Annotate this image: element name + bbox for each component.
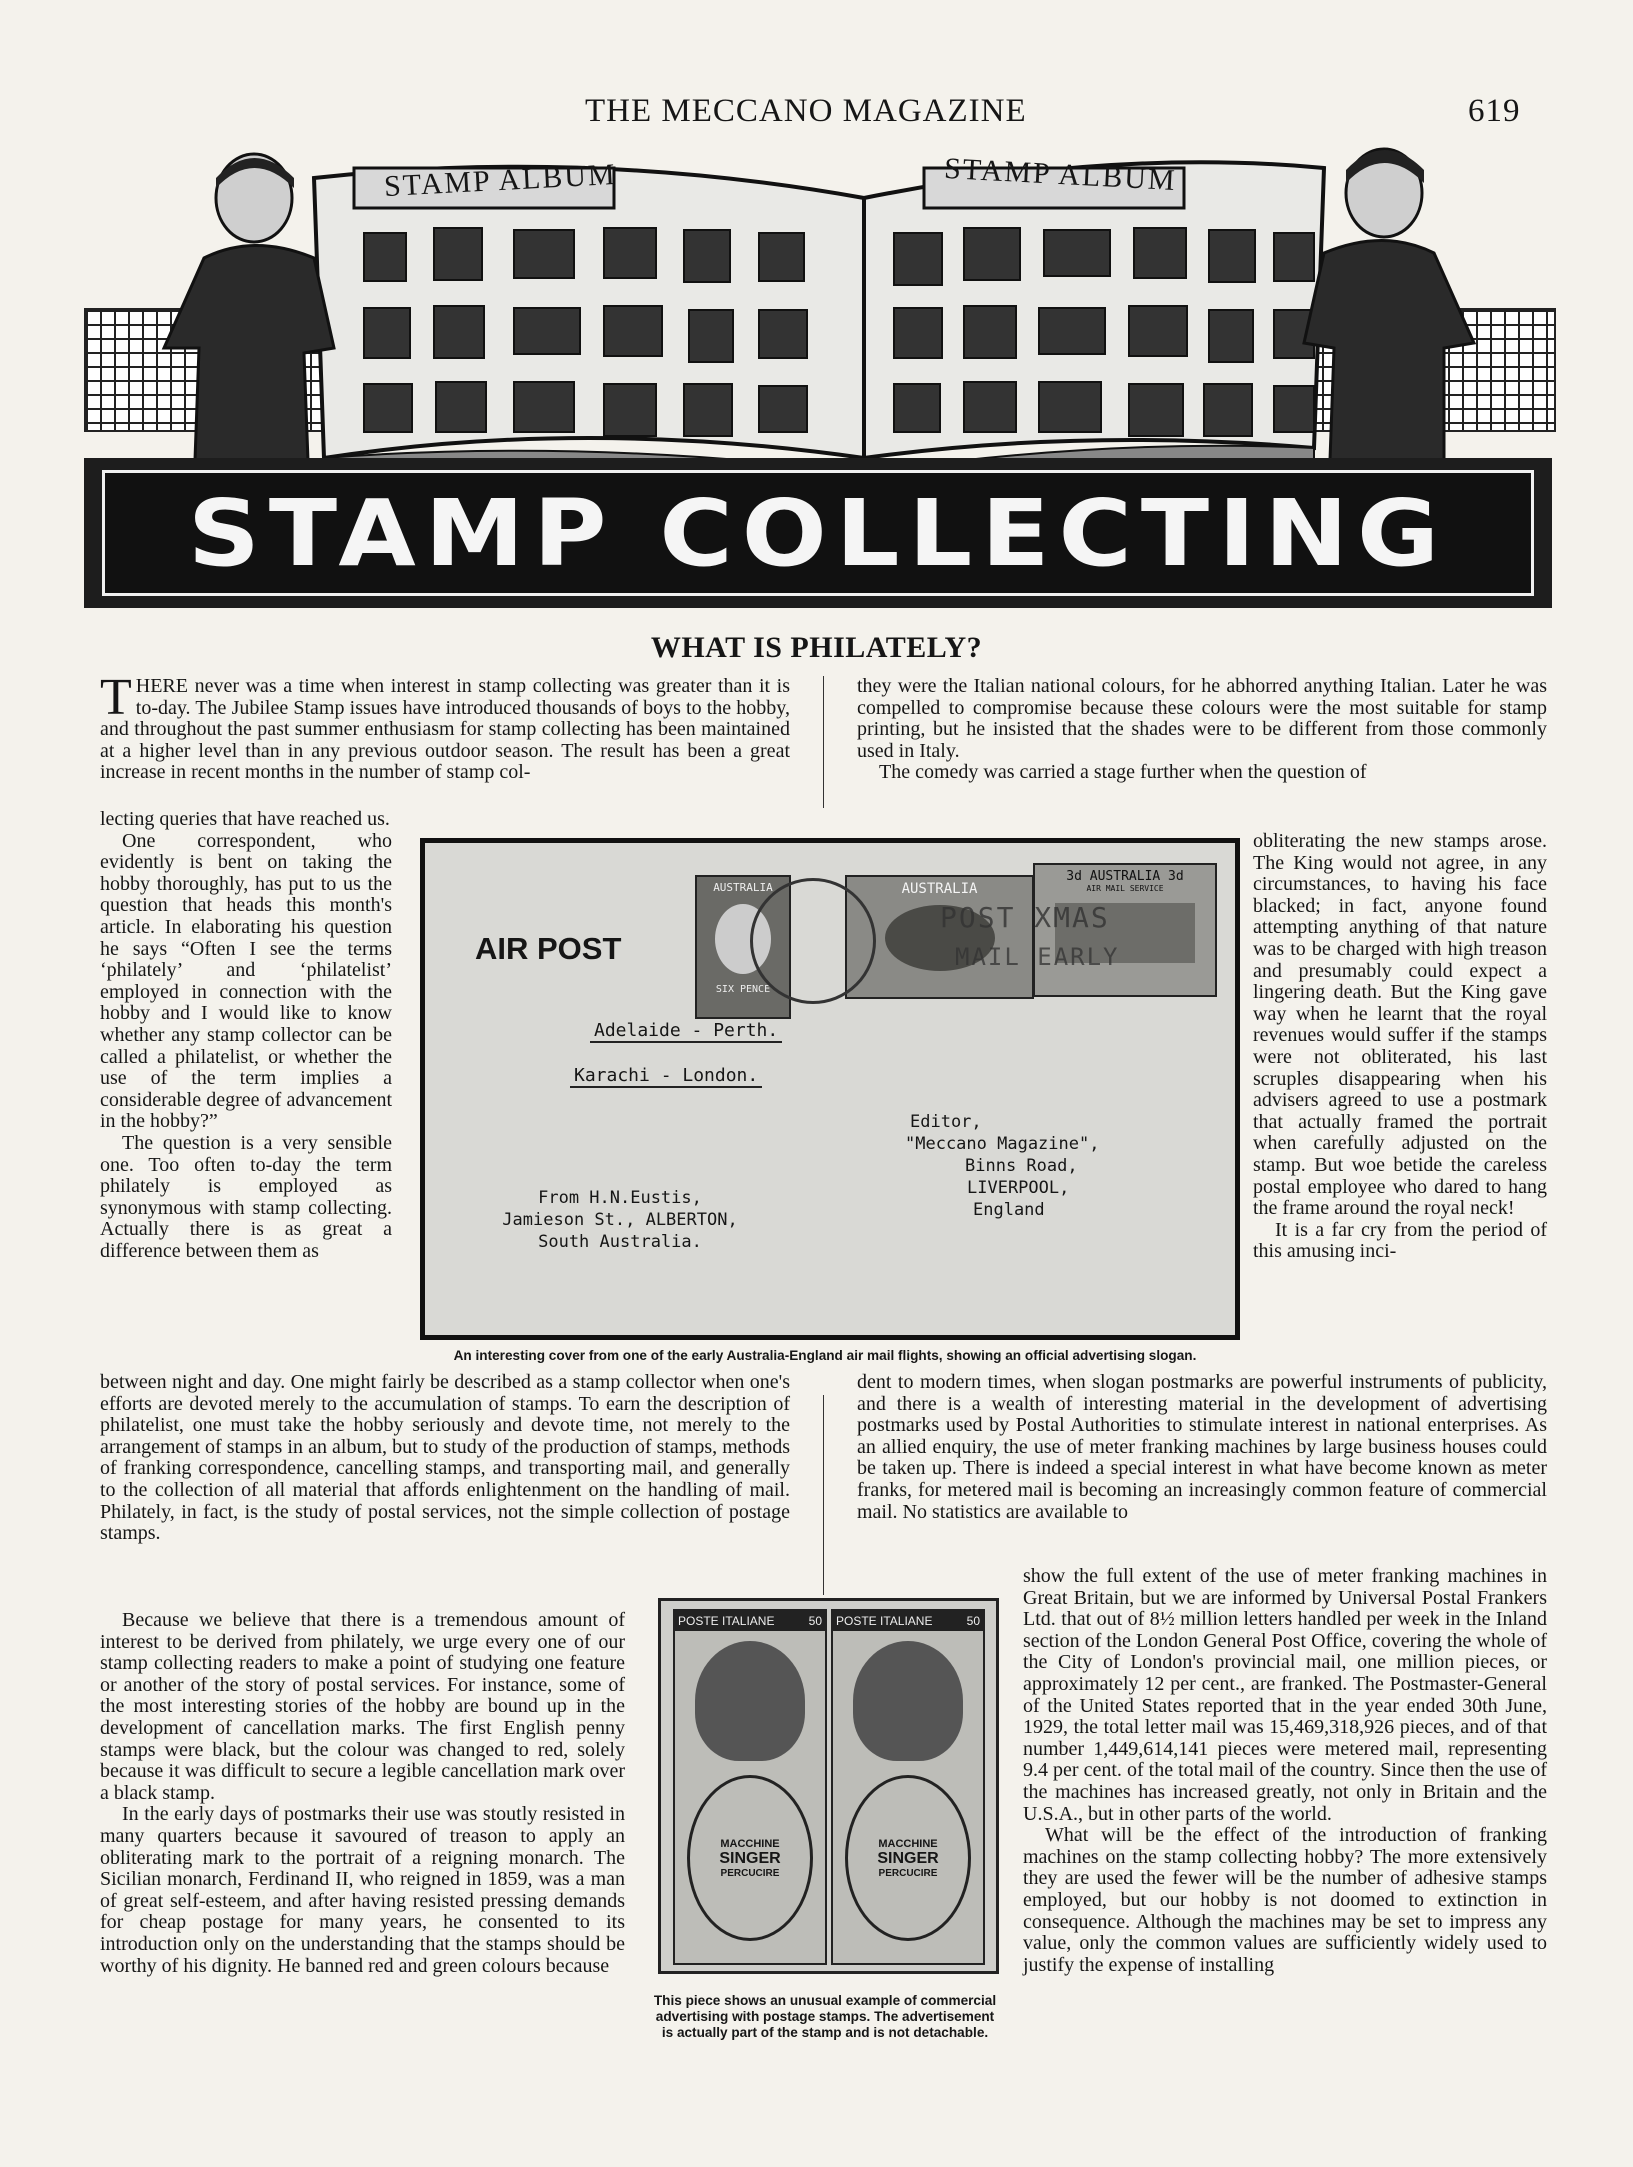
air-mail-cover-photo [420,838,1240,1340]
article-right-wide [857,1372,1547,1523]
air-post-label: AIR POST [475,931,622,966]
banner-title: STAMP COLLECTING [187,479,1449,587]
article-left-narrow [100,809,392,1262]
title-banner [84,458,1552,608]
slogan-cancel-2: MAIL EARLY [955,943,1120,971]
paragraph-4: Because we believe that there is a tremendous amount of interest to be derived from philately, we urge every one of our stamp collecting readers to make a point of studying one feature or another of the story of postal services. For instance, some of the most interesting stories of the hobby are bound up in the development of cancellation marks. The first English penny stamps were black, but the colour was changed to red, solely because it was difficult to secure a legible cancellation mark over a black stamp. [100,1609,625,1804]
stamp-left: POSTE ITALIANE 50 MACCHINE SINGER PERCUCIRE [673,1609,827,1965]
cover-caption: An interesting cover from one of the early Australia-England air mail flights, showing an official advertising slogan. [453,1348,1197,1363]
paragraph-r2-cont: obliterating the new stamps arose. The King would not agree, in any circumstances, to having his face blacked; in fact, anyone found attempting anything of that nature was to be charged with high treason and presumably could expect a lingering death. But the King gave way when he learnt that the royal revenues would suffer if the stamps were not obliterated, his last scruples disappearing when his advisers agreed to use a postmark that actually framed the portrait when carefully adjusted on the stamp. But woe betide the careless postal employee who dared to hang the frame around the royal neck! [1253,830,1547,1220]
paragraph-5: In the early days of postmarks their use was stoutly resisted in many quarters because it savoured of treason to apply an obliterating mark to the portrait of a reigning monarch. The Sicilian monarch, Ferdinand II, who reigned in 1859, was a man of great self-esteem, and after having resisted pressing demands for cheap postage for many years, he consented to its introduction only on the understanding that the stamps should be worthy of his dignity. He banned red and green colours because [100,1803,625,1977]
boy-right-figure [1294,138,1494,488]
paragraph-3-end: between night and day. One might fairly be described as a stamp collector when one's efforts are devoted merely to the accumulation of stamps. To earn the description of philatelist, one must take the hobby seriously and devote time, not merely to the arrangement of stamps in an album, but to study of the production of stamps, methods of franking correspondence, cancelling stamps, and transporting mail, and generally to the collection of all material that affords enlightenment on the handling of mail. Philately, in fact, is the study of postal services, not the simple collection of postage stamps. [100,1371,790,1545]
italian-stamps-photo [658,1598,999,1974]
paragraph-r2-start: The comedy was carried a stage further when the question of [879,761,1367,784]
paragraph-1-cont: lecting queries that have reached us. [100,808,390,830]
stamp-right: POSTE ITALIANE 50 MACCHINE SINGER PERCUCIRE [831,1609,985,1965]
paragraph-1: HERE never was a time when interest in stamp collecting was greater than it is to-day. The Jubilee Stamp issues have introduced thousands of boys to the hobby, and throughout the past summer enthusiasm for stamp collecting has been maintained at a higher level than in any previous outdoor season. The result has been a great increase in recent months in the number of stamp col- [100,675,790,784]
stamps-caption: This piece shows an unusual example of commercial advertising with postage stamps. The advertisement is actually part of the stamp and is not detachable. [653,1993,997,2040]
paragraph-r1: they were the Italian national colours, for he abhorred anything Italian. Later he was compelled to compromise because these colours were the most suitable for stamp printing, but he insisted that the shades were to be different from those commonly used in Italy. [857,675,1547,762]
article-right-lower [1023,1566,1547,1976]
stamp-australia-sixpence: AUSTRALIA SIX PENCE [695,875,791,1019]
album-left-label: STAMP ALBUM [383,157,618,204]
page-number: 619 [1468,93,1521,129]
header-illustration [84,138,1552,608]
route-line-1: Adelaide - Perth. [590,1020,782,1043]
article-left-wide [100,1372,790,1545]
article-headline: WHAT IS PHILATELY? [650,631,983,664]
paragraph-r4: What will be the effect of the introduction of franking machines on the stamp collecting hobby? The more extensively they are used the fewer will be the number of adhesive stamps employed, but our hobby is not doomed to extinction in consequence. Although the machines may be set to impress any value, only the common values are sufficiently widely used to justify the expense of installing [1023,1824,1547,1976]
sender-address: From H.N.Eustis, Jamieson St., ALBERTON, South Australia. [502,1188,738,1252]
paragraph-2: One correspondent, who evidently is bent on taking the hobby thoroughly, has put to us the question that heads this month's article. In elaborating his question he says “Often I see the terms ‘philately’ and ‘philatelist’ employed in connection with the hobby and I would like to know whether any stamp collector can be called a philatelist, or whether the use of the term implies a considerable degree of advancement in the hobby?” [100,829,392,1133]
article-intro [100,669,790,784]
boy-left-figure [144,148,344,488]
paragraph-r3-start: It is a far cry from the period of this amusing inci- [1253,1218,1547,1263]
recipient-address: Editor, "Meccano Magazine", Binns Road, LIVERPOOL, England [905,1112,1100,1220]
article-left-lower [100,1610,625,1977]
slogan-cancel-1: POST XMAS [940,901,1110,934]
article-right-narrow [1253,831,1547,1263]
stamp-australia-airmail: 3d AUSTRALIA 3d AIR MAIL SERVICE [1033,863,1217,997]
drop-cap: T [100,669,132,726]
postmark-circle [750,878,876,1004]
paragraph-3-start: The question is a very sensible one. Too often to-day the term philately is employed as synonymous with stamp collecting. Actually there is as great a difference between them as [100,1131,392,1262]
paragraph-r3-mid: dent to modern times, when slogan postmarks are powerful instruments of publicity, and there is a wealth of interesting material in the development of advertising postmarks used by Postal Authorities to stimulate interest in national enterprises. As an allied enquiry, the use of meter franking machines by large business houses could be taken up. There is indeed a special interest in what have become known as meter franks, for metered mail is becoming an increasingly common feature of commercial mail. No statistics are available to [857,1371,1547,1523]
album-right-label: STAMP ALBUM [943,151,1178,198]
magazine-title: THE MECCANO MAGAZINE [585,93,1027,129]
column-rule-mid [823,1395,824,1595]
article-right-top [857,676,1547,784]
stamp-australia-swan: AUSTRALIA [845,875,1034,999]
route-line-2: Karachi - London. [570,1065,762,1088]
column-rule-top [823,676,824,808]
paragraph-r3-end: show the full extent of the use of meter franking machines in Great Britain, but we are informed by Universal Postal Frankers Ltd. that out of 8½ million letters handled per week in the Inland section of the London General Post Office, covering the whole of the City of London's provincial mail, one million pieces, or approximately 12 per cent., are franked. The Postmaster-General of the United States reported that in the year ended 30th June, 1929, the total letter mail was 15,469,318,926 pieces, and of that number 1,449,614,141 pieces were metered mail, representing 9.4 per cent. of the total mail of the country. Since then the use of the machines has increased greatly, not only in Britain and the U.S.A., but in other parts of the world. [1023,1565,1547,1825]
